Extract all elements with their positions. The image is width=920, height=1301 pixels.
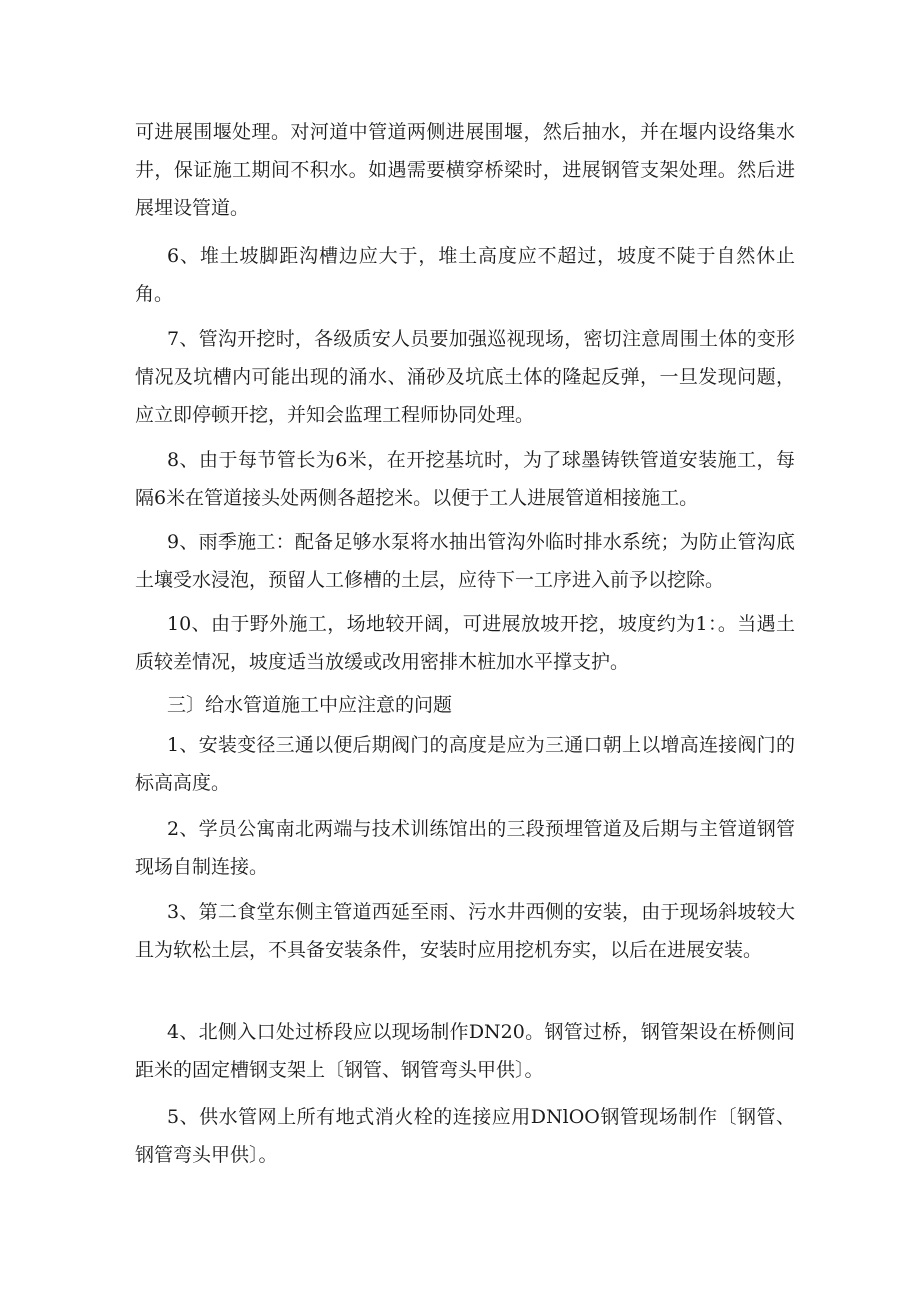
paragraph-note-2: 2、学员公寓南北两端与技术训练馆出的三段预埋管道及后期与主管道钢管现场自制连接。: [135, 818, 795, 878]
paragraph-item-7: 7、管沟开挖时，各级质安人员要加强巡视现场，密切注意周围土体的变形情况及坑槽内可能出现的涌水、涌砂及坑底土体的隆起反弹，一旦发现问题，应立即停顿开挖，并知会监理工程师协同处理。: [135, 328, 795, 426]
paragraph-item-10: 10、由于野外施工，场地较开阔，可进展放坡开挖，坡度约为1：。当遇土质较差情况，坡度适当放缓或改用密排木桩加水平撑支护。: [135, 613, 795, 673]
paragraph-item-9: 9、雨季施工：配备足够水泵将水抽出管沟外临时排水系统；为防止管沟底土壤受水浸泡，预留人工修槽的土层，应待下一工序进入前予以挖除。: [135, 531, 795, 591]
paragraph-note-1: 1、安装变径三通以便后期阀门的高度是应为三通口朝上以增高连接阀门的标高高度。: [135, 734, 795, 794]
paragraph-item-8: 8、由于每节管长为6米，在开挖基坑时，为了球墨铸铁管道安装施工，每隔6米在管道接头处两侧各超挖米。以便于工人进展管道相接施工。: [135, 449, 795, 509]
paragraph-item-6: 6、堆土坡脚距沟槽边应大于，堆土高度应不超过，坡度不陡于自然休止角。: [135, 245, 795, 305]
paragraph-note-5: 5、供水管网上所有地式消火栓的连接应用DNlOO钢管现场制作〔钢管、钢管弯头甲供〕。: [135, 1106, 795, 1166]
paragraph-note-3: 3、第二食堂东侧主管道西延至雨、污水井西侧的安装，由于现场斜坡较大且为软松土层，不具备安装条件，安装时应用挖机夯实，以后在进展安装。: [135, 901, 795, 961]
paragraph-note-4: 4、北侧入口处过桥段应以现场制作DN20。钢管过桥，钢管架设在桥侧间距米的固定槽钢支架上〔钢管、钢管弯头甲供〕。: [135, 1021, 795, 1081]
paragraph-cofferdam: 可进展围堰处理。对河道中管道两侧进展围堰，然后抽水，并在堰内设络集水井，保证施工期间不积水。如遇需要横穿桥梁时，进展钢管支架处理。然后进展埋设管道。: [135, 121, 795, 219]
section-heading: 三〕给水管道施工中应注意的问题: [167, 694, 453, 716]
